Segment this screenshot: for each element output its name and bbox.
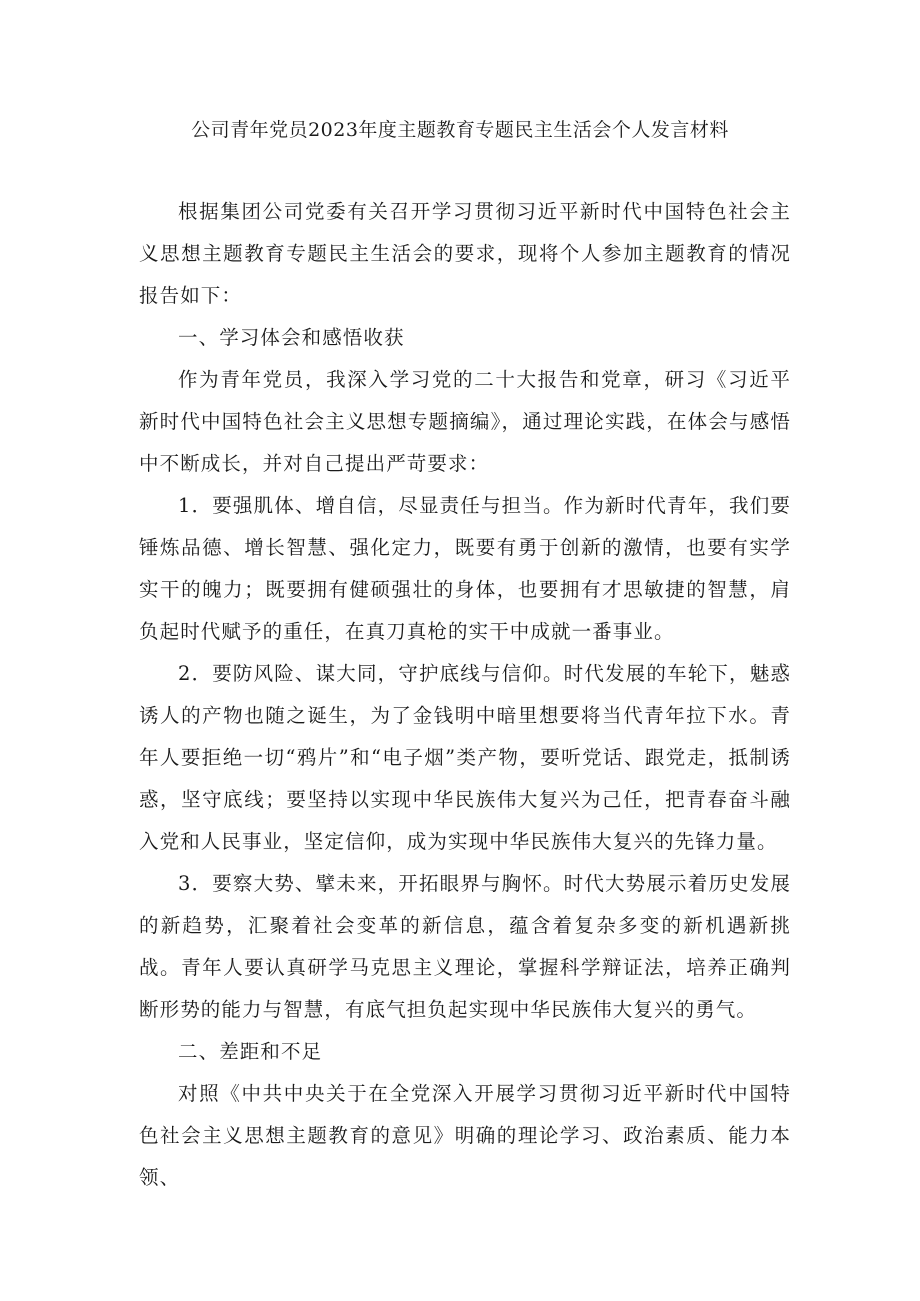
section-2-paragraph: 对照《中共中央关于在全党深入开展学习贯彻习近平新时代中国特色社会主义思想主题教育的意见》明确的理论学习、政治素质、能力本领、: [139, 1082, 791, 1189]
point-1-paragraph: 1．要强肌体、增自信，尽显责任与担当。作为新时代青年，我们要锤炼品德、增长智慧、强化定力，既要有勇于创新的激情，也要有实学实干的魄力；既要拥有健硕强壮的身体，也要拥有才思敏捷的智慧，肩负起时代赋予的重任，在真刀真枪的实干中成就一番事业。: [139, 494, 791, 643]
section-heading-1: 一、学习体会和感悟收获: [178, 326, 405, 349]
document-title: 公司青年党员2023年度主题教育专题民主生活会个人发言材料: [191, 119, 729, 141]
intro-paragraph: 根据集团公司党委有关召开学习贯彻习近平新时代中国特色社会主义思想主题教育专题民主生活会的要求，现将个人参加主题教育的情况报告如下：: [139, 200, 791, 307]
document-body: [139, 191, 791, 1199]
point-3-paragraph: 3．要察大势、擘未来，开拓眼界与胸怀。时代大势展示着历史发展的新趋势，汇聚着社会变革的新信息，蕴含着复杂多变的新机遇新挑战。青年人要认真研学马克思主义理论，掌握科学辩证法，培养正确判断形势的能力与智慧，有底气担负起实现中华民族伟大复兴的勇气。: [139, 872, 791, 1021]
section-heading-2: 二、差距和不足: [178, 1040, 323, 1063]
point-2-paragraph: 2．要防风险、谋大同，守护底线与信仰。时代发展的车轮下，魅惑诱人的产物也随之诞生，为了金钱明中暗里想要将当代青年拉下水。青年人要拒绝一切“鸦片”和“电子烟”类产物，要听党话、跟党走，抵制诱惑，坚守底线；要坚持以实现中华民族伟大复兴为己任，把青春奋斗融入党和人民事业，坚定信仰，成为实现中华民族伟大复兴的先锋力量。: [139, 662, 791, 853]
section-1-paragraph: 作为青年党员，我深入学习党的二十大报告和党章，研习《习近平新时代中国特色社会主义思想专题摘编》，通过理论实践，在体会与感悟中不断成长，并对自己提出严苛要求：: [139, 368, 791, 475]
